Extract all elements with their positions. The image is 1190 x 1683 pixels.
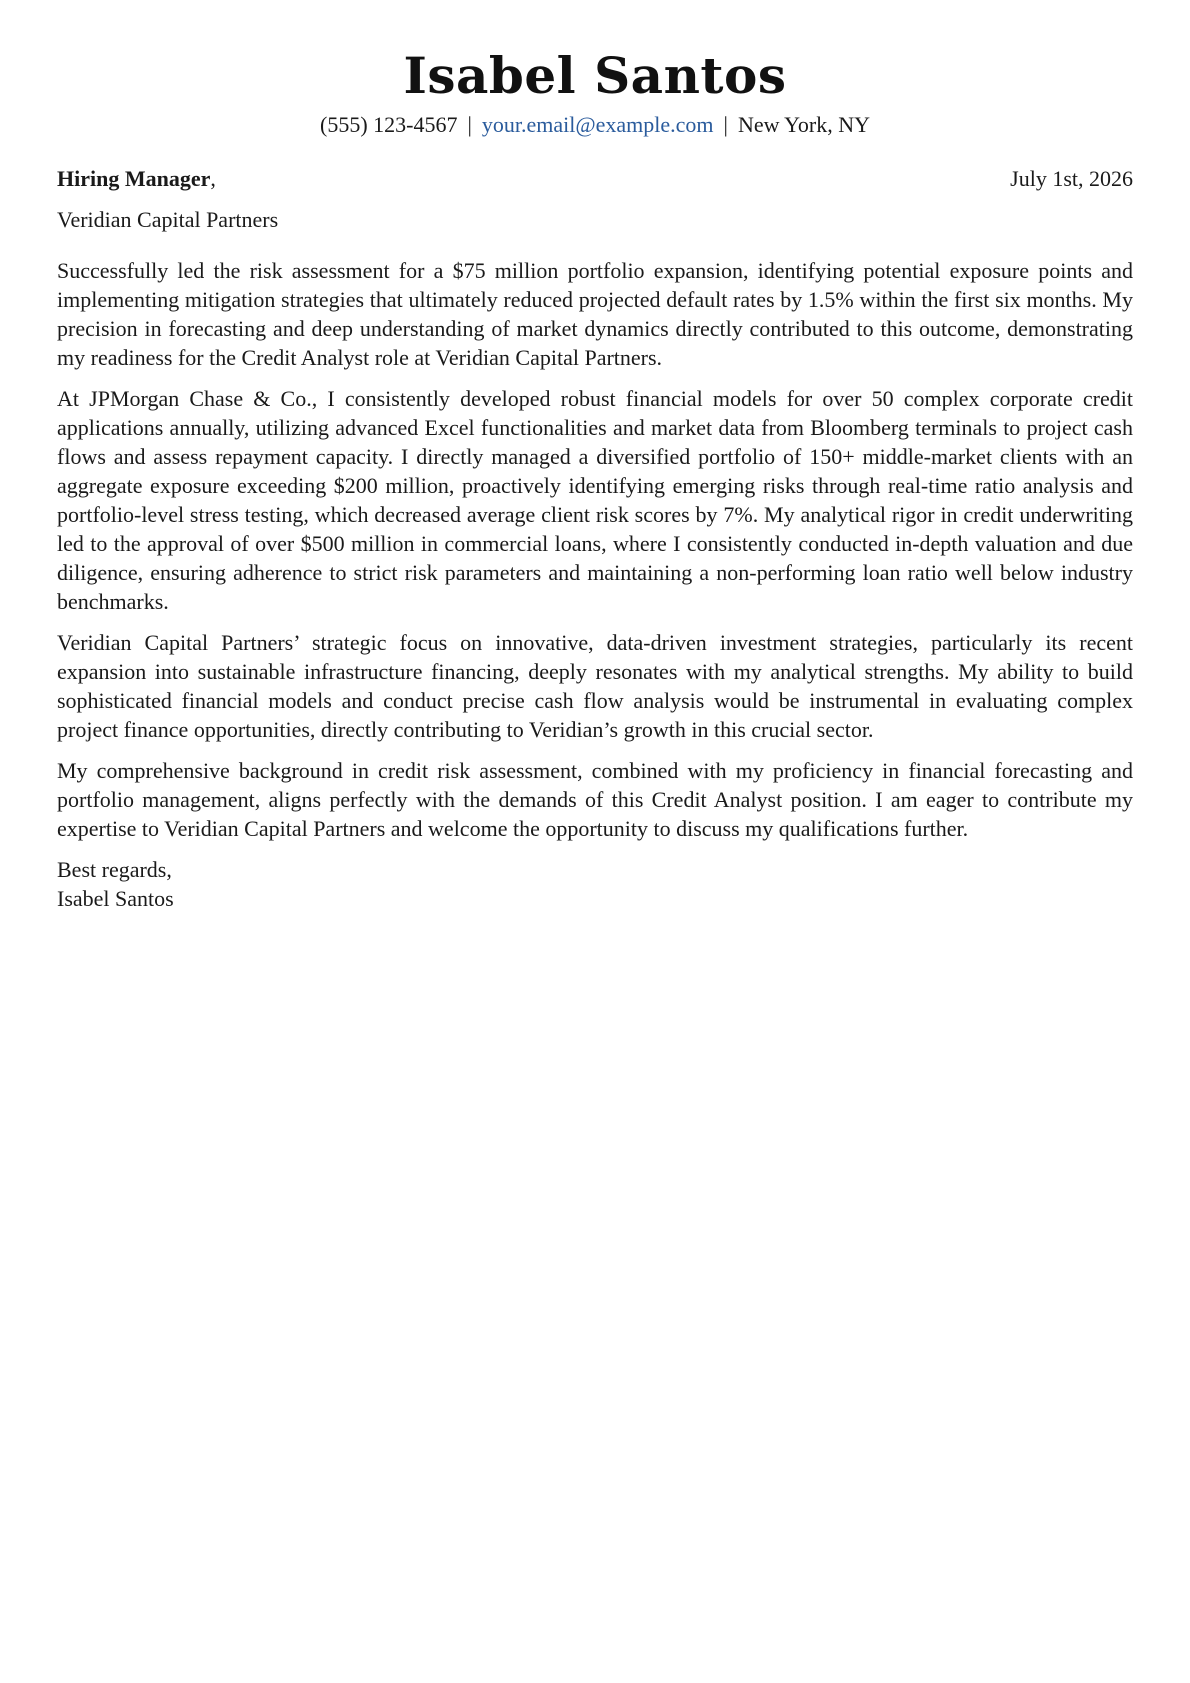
body-paragraph: Veridian Capital Partners’ strategic focus on innovative, data-driven investment strategies, particularly its recent expansion into sustainable infrastructure financing, deeply resonates with my analytical strengths. My ability to build sophisticated financial models and conduct precise cash flow analysis would be instrumental in evaluating complex project finance opportunities, directly contributing to Veridian’s growth in this crucial sector. [57,630,1133,742]
body-paragraph: My comprehensive background in credit risk assessment, combined with my proficiency in financial forecasting and portfolio management, aligns perfectly with the demands of this Credit Analyst position. I am eager to contribute my expertise to Veridian Capital Partners and welcome the opportunity to discuss my qualifications further. [57,758,1133,841]
cover-letter-page [57,0,1133,913]
applicant-name: Isabel Santos [403,46,787,105]
closing-salutation: Best regards, [57,857,172,882]
separator: | [723,112,728,137]
recipient-company: Veridian Capital Partners [57,207,279,232]
contact-line [57,110,1133,140]
email-link[interactable]: your.email@example.com [481,112,714,137]
body-paragraph: At JPMorgan Chase & Co., I consistently developed robust financial models for over 50 complex corporate credit applications annually, utilizing advanced Excel functionalities and market data from Bloomberg terminals to project cash flows and assess repayment capacity. I directly managed a diversified portfolio of 150+ middle-market clients with an aggregate exposure exceeding $200 million, proactively identifying emerging risks through real-time ratio analysis and portfolio-level stress testing, which decreased average client risk scores by 7%. My analytical rigor in credit underwriting led to the approval of over $500 million in commercial loans, where I consistently conducted in-depth valuation and due diligence, ensuring adherence to strict risk parameters and maintaining a non-performing loan ratio well below industry benchmarks. [57,386,1133,614]
recipient-title: Hiring Manager [57,166,211,191]
signature-name: Isabel Santos [57,886,174,911]
location: New York, NY [737,112,870,137]
body-paragraph: Successfully led the risk assessment for a $75 million portfolio expansion, identifying potential exposure points and implementing mitigation strategies that ultimately reduced projected default rates by 1.5% within the first six months. My precision in forecasting and deep understanding of market dynamics directly contributed to this outcome, demonstrating my readiness for the Credit Analyst role at Veridian Capital Partners. [57,258,1133,370]
recipient-row [57,164,1133,194]
phone-number: (555) 123-4567 [320,112,458,137]
recipient-salutation [57,164,216,194]
closing-block [57,855,1133,913]
letter-body [57,256,1133,843]
recipient-comma: , [210,166,216,191]
separator: | [467,112,472,137]
letter-date: July 1st, 2026 [1010,166,1133,191]
